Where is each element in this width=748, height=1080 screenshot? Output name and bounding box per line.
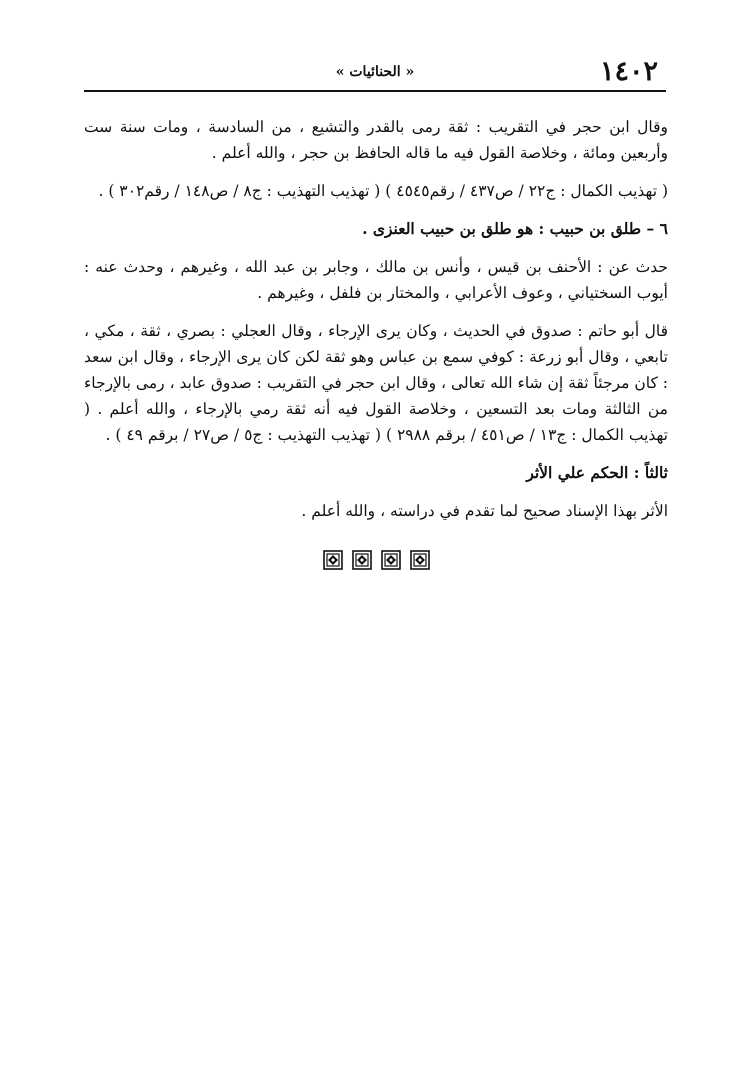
paragraph-critics-opinions: قال أبو حاتم : صدوق في الحديث ، وكان يرى الإرجاء ، وقال العجلي : بصري ، ثقة ، مكي ، تابعي ، وقال أبو زرعة : كوفي سمع بن عباس وهو ثقة لكن كان يرى الإرجاء ، وقال ابن سعد : كان مرجئاً ثقة إن شاء الله تعالى ، وقال ابن حجر في التقريب : صدوق عابد ، رمى بالإرجاء من الثالثة ومات بعد التسعين ، وخلاصة القول فيه أنه ثقة رمي بالإرجاء ، والله أعلم . ( تهذيب الكمال : ج١٣ / ص٤٥١ / برقم ٢٩٨٨ ) ( تهذيب التهذيب : ج٥ / ص٢٧ / برقم ٤٩ ) . [84,322,668,444]
section-heading-verdict: ثالثاً : الحكم علي الأثر [526,463,668,482]
ornament-icon [323,550,343,570]
narrator-heading: ٦ – طلق بن حبيب : هو طلق بن حبيب العنزى . [362,219,668,238]
paragraph-narrated-from: حدث عن : الأحنف بن قيس ، وأنس بن مالك ، وجابر بن عبد الله ، وغيرهم ، وحدث عنه : أيوب السختياني ، وعوف الأعرابي ، والمختار بن فلفل ، وغيرهم . [84,258,668,302]
page-header [84,54,666,92]
paragraph-ibn-hajar-verdict: وقال ابن حجر في التقريب : ثقة رمى بالقدر والتشيع ، من السادسة ، ومات سنة ست وأربعين ومائة ، وخلاصة القول فيه ما قاله الحافظ بن حجر ، والله أعلم . [84,118,668,162]
paragraph-final-verdict: الأثر بهذا الإسناد صحيح لما تقدم في دراسته ، والله أعلم . [301,502,668,520]
ornament-icon [381,550,401,570]
page-content [84,114,668,570]
ornament-icon [352,550,372,570]
page-number: ١٤٠٢ [599,56,658,87]
paragraph-references-1: ( تهذيب الكمال : ج٢٢ / ص٤٣٧ / رقم٤٥٤٥ ) ( تهذيب التهذيب : ج٨ / ص١٤٨ / رقم٣٠٢ ) . [98,182,668,200]
ornament-icon [410,550,430,570]
section-divider-ornaments [84,550,668,570]
running-title: « الحنائيات » [335,64,415,80]
